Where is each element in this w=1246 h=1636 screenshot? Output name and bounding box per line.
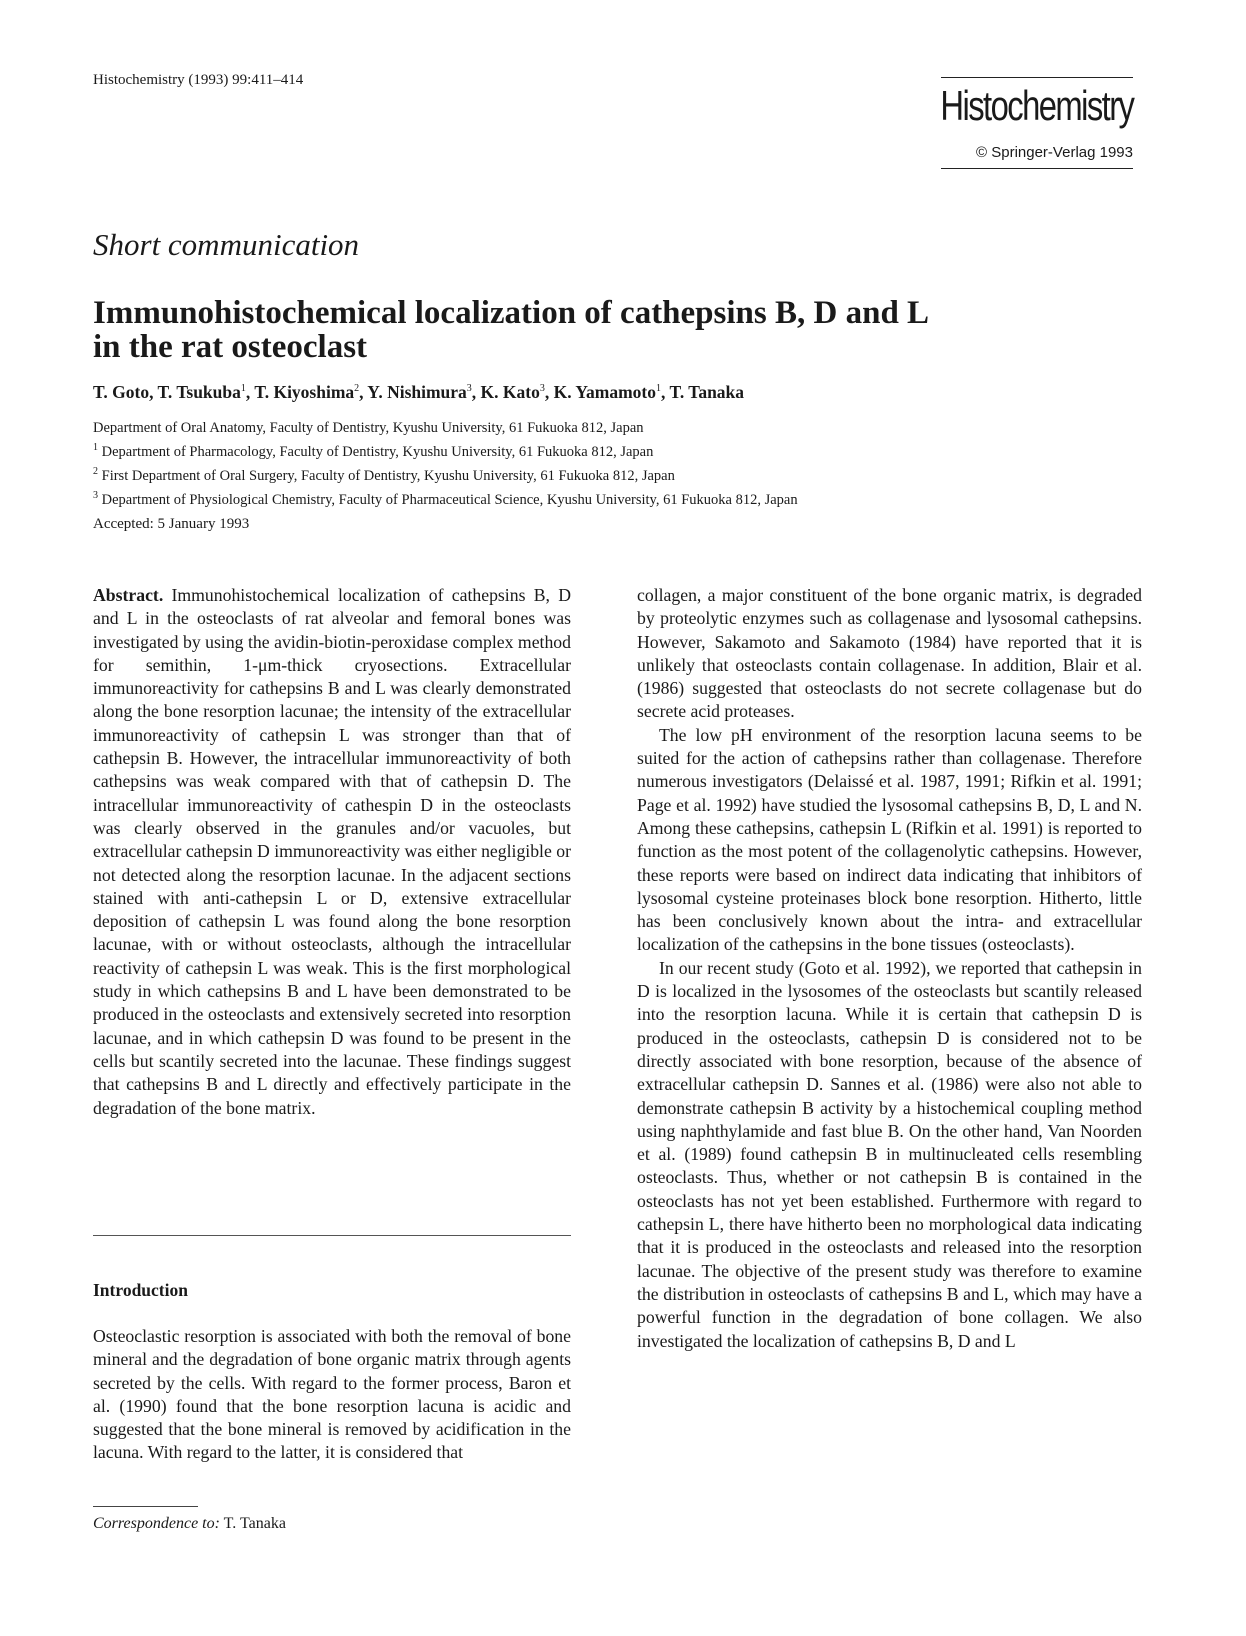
affiliation [93,462,798,486]
footnote-label: Correspondence to [93,1515,215,1532]
author-affiliation-mark: 1 [656,383,662,395]
introduction-paragraph [93,1325,571,1465]
footnote-rule [93,1506,198,1507]
correspondence-footnote: Correspondence to: T. Tanaka [93,1515,286,1532]
affiliation-mark: 1 [93,442,98,453]
affiliation [93,438,798,462]
section-heading-introduction: Introduction [93,1280,188,1300]
header-rule-bottom [941,168,1133,169]
article-type: Short communication [93,227,360,262]
affiliation-list [93,418,798,509]
article-title [93,296,1093,364]
copyright-notice: © Springer-Verlag 1993 [976,144,1133,161]
author-affiliation-mark: 3 [466,383,472,395]
paragraph: Osteoclastic resorption is associated with both the removal of bone mineral and the degradation of bone organic matrix through agents secreted by the cells. With regard to the former process, Baron et al. (1990) found that the bone resorption lacuna is acidic and suggested that the bone mineral is removed by acidification in the lacuna. With regard to the latter, it is considered that [93,1326,571,1463]
author: T. Tsukuba [157,382,241,402]
author: T. Kiyoshima [254,382,355,402]
affiliation [93,418,798,438]
affiliation-mark: 2 [93,465,98,477]
journal-logo: Histochemistry [940,82,1133,129]
journal-citation: Histochemistry (1993) 99:411–414 [93,72,304,88]
author-affiliation-mark: 3 [539,383,545,395]
affiliation-text: Department of Oral Anatomy, Faculty of Dentistry, Kyushu University, 61 Fukuoka 812, Japan [93,420,644,436]
paragraph: The low pH environment of the resorption lacuna seems to be suited for the action of cathepsins rather than collagenase. Therefore numerous investigators (Delaissé et al. 1987, 1991; Rifkin et al. 1991; Page et al. 1992) have studied the lysosomal cathepsins B, D, L and N. Among these cathepsins, cathepsin L (Rifkin et al. 1991) is reported to function as the most potent of the collagenolytic cathepsins. However, these reports were based on indirect data indicating that inhibitors of lysosomal cysteine proteinases block bone resorption. Hitherto, little has been conclusively known about the intra- and extracellular localization of the cathepsins in the bone tissues (osteoclasts). [637,724,1142,955]
affiliation-mark: 3 [93,489,98,501]
title-line-1: Immunohistochemical localization of cathepsins B, D and L [93,295,930,331]
author: T. Tanaka [669,382,745,402]
affiliation-text: Department of Pharmacology, Faculty of Dentistry, Kyushu University, 61 Fukuoka 812, Japan [101,443,654,460]
abstract [93,584,571,1120]
right-column [637,584,1142,1353]
author-list: T. Goto, T. Tsukuba$^1$, T. Kiyoshima$^2$, Y. Nishimura$^3$, K. Kato$^3$, K. Yamamoto$^1$, T. Tanaka [93,382,745,402]
affiliation-text: Department of Physiological Chemistry, Faculty of Pharmaceutical Science, Kyushu University, 61 Fukuoka 812, Japan [101,491,798,508]
accepted-date: Accepted: 5 January 1993 [93,516,250,532]
author-affiliation-mark: 2 [354,383,360,395]
affiliation-text: First Department of Oral Surgery, Faculty of Dentistry, Kyushu University, 61 Fukuoka 812, Japan [101,467,675,484]
affiliation [93,486,798,510]
author: K. Kato [480,382,540,402]
author: K. Yamamoto [553,382,657,402]
section-separator [93,1235,571,1236]
paragraph: collagen, a major constituent of the bone organic matrix, is degraded by proteolytic enzymes such as collagenase and lysosomal cathepsins. However, Sakamoto and Sakamoto (1984) have reported that it is unlikely that osteoclasts contain collagenase. In addition, Blair et al. (1986) suggested that osteoclasts do not secrete collagenase but do secrete acid proteases. [637,585,1142,722]
author: T. Goto [93,382,150,402]
title-line-2: in the rat osteoclast [93,329,368,365]
author-affiliation-mark: 1 [240,383,246,395]
correspondence-name: T. Tanaka [223,1515,286,1532]
author: Y. Nishimura [367,382,467,402]
paragraph: In our recent study (Goto et al. 1992), we reported that cathepsin in D is localized in the lysosomes of the osteoclasts but scantily released into the resorption lacuna. While it is certain that cathepsin D is produced in the osteoclasts, cathepsin D is considered not to be directly associated with bone resorption, because of the absence of extracellular cathepsin D. Sannes et al. (1986) were also not able to demonstrate cathepsin B activity by a histochemical coupling method using naphthylamide and fast blue B. On the other hand, Van Noorden et al. (1989) found cathepsin B in multinucleated cells resembling osteoclasts. Thus, whether or not cathepsin B is contained in the osteoclasts has not yet been established. Furthermore with regard to cathepsin L, there have hitherto been no morphological data indicating that it is produced in the osteoclasts and released into the resorption lacunae. The objective of the present study was therefore to examine the distribution in osteoclasts of cathepsins B and L, which may have a powerful function in the degradation of bone collagen. We also investigated the localization of cathepsins B, D and L [637,957,1142,1351]
abstract-label: Abstract. [93,585,164,605]
header-rule-top [941,77,1133,78]
abstract-text: Immunohistochemical localization of cathepsins B, D and L in the osteoclasts of rat alveolar and femoral bones was investigated by using the avidin-biotin-peroxidase complex method for semithin, 1-μm-thick cryosections. Extracellular immunoreactivity for cathepsins B and L was clearly demonstrated along the bone resorption lacunae; the intensity of the extracellular immunoreactivity of cathepsin L was stronger than that of cathepsin B. However, the intracellular immunoreactivity of both cathepsins was weak compared with that of cathepsin D. The intracellular immunoreactivity of cathespin D in the osteoclasts was clearly observed in the granules and/or vacuoles, but extracellular cathepsin D immunoreactivity was either negligible or not detected along the resorption lacunae. In the adjacent sections stained with anti-cathepsin L or D, extensive extracellular deposition of cathepsin L was found along the bone resorption lacunae, with or without osteoclasts, although the intracellular reactivity of cathepsin L was weak. This is the first morphological study in which cathepsins B and L have been demonstrated to be produced in the osteoclasts and extensively secreted into resorption lacunae, and in which cathepsin D was found to be present in the cells but scantily secreted into the lacunae. These findings suggest that cathepsins B and L directly and effectively participate in the degradation of the bone matrix. [93,585,572,1118]
